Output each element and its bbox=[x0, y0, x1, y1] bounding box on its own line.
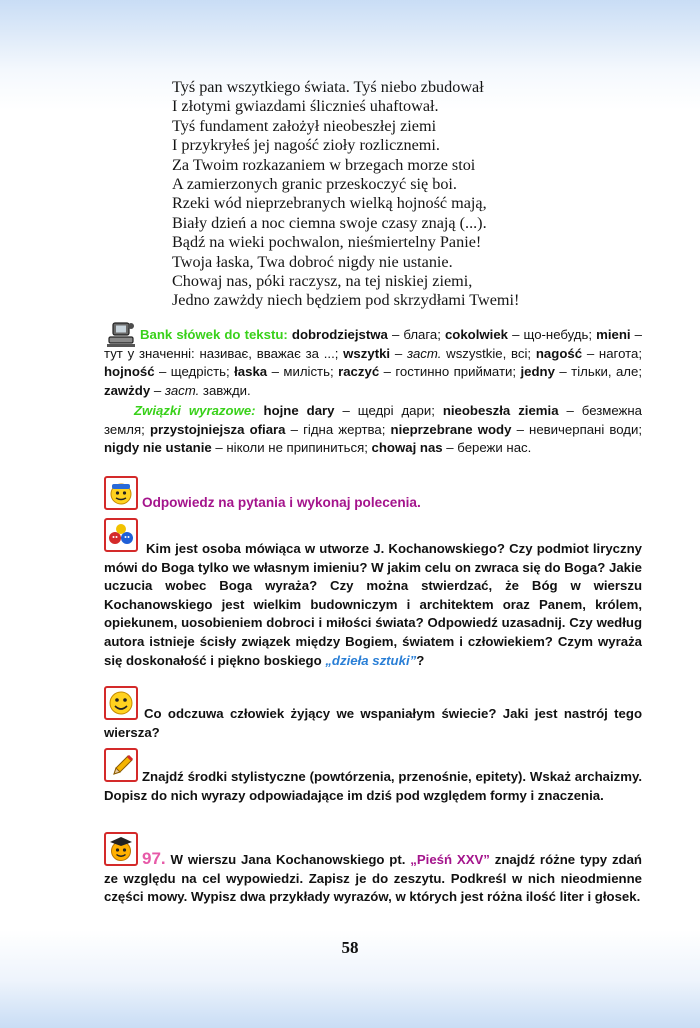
vocab-word: cokolwiek bbox=[444, 327, 508, 342]
question-1 bbox=[104, 540, 642, 670]
vocab-translation: wszystkie, всі; bbox=[441, 345, 536, 361]
abbrev-archaic: заст. bbox=[406, 345, 442, 361]
phrase-translation: – невичерпані води; bbox=[511, 421, 643, 437]
poem-line: I przykryłeś jej nagość zioły rozlicznemi. bbox=[172, 136, 440, 155]
vocabulary-bank bbox=[104, 326, 642, 400]
question-2-text: Co odczuwa człowiek żyjący we wspaniałym świecie? Jaki jest nastrój tego wiersza? bbox=[104, 706, 642, 740]
vocab-translation: – тільки, але; bbox=[554, 364, 642, 380]
thinking-face-icon bbox=[104, 476, 138, 510]
poem-line: Jedno zawżdy niech będziem pod skrzydłami Twemi! bbox=[172, 291, 520, 310]
poem bbox=[172, 78, 602, 311]
poem-line: Chowaj nas, póki raczysz, na tej niskiej ziemi, bbox=[172, 272, 473, 291]
vocab-translation: – bbox=[390, 345, 407, 361]
phrases-heading: Związki wyrazowe: bbox=[134, 403, 256, 418]
vocab-translation: – милість; bbox=[267, 364, 339, 380]
exercise-number: 97. bbox=[142, 849, 166, 868]
exercise-text: znajdź różne typy zdań ze względu na cel wypowiedzi. Zapisz je do zeszytu. Podkreśl w nich nieodmienne części mowy. Wypisz dwa przykłady wyrazów, w których jest różna ilość liter i głosek. bbox=[104, 852, 642, 905]
poem-line: I złotymi gwiazdami ślicznieś uhaftował. bbox=[172, 97, 439, 116]
phrase-translation: – щедрі дари; bbox=[334, 403, 443, 418]
question-1-quote: „dzieła sztuki” bbox=[325, 652, 417, 668]
poem-line: Tyś pan wszytkiego świata. Tyś niebo zbudował bbox=[172, 78, 484, 96]
vocab-translation: – тут у значенні: називає, вважає за ...; bbox=[104, 327, 642, 361]
vocab-word: mieni bbox=[596, 327, 631, 342]
vocab-translation: – щедрість; bbox=[154, 364, 235, 380]
question-3 bbox=[104, 768, 642, 805]
poem-line: Tyś fundament założył nieobeszłej ziemi bbox=[172, 116, 437, 135]
poem-line: Za Twoim rozkazaniem w brzegach morze stoi bbox=[172, 155, 476, 174]
word-phrases bbox=[104, 402, 642, 458]
phrase: nieobeszła ziemia bbox=[442, 403, 559, 418]
vocab-translation: – bbox=[150, 382, 165, 398]
task-heading-text: Odpowiedz na pytania i wykonaj polecenia. bbox=[142, 495, 421, 510]
question-2 bbox=[104, 705, 642, 742]
vocab-word: łaska bbox=[234, 364, 268, 380]
phrase-translation: – гідна жертва; bbox=[285, 421, 391, 437]
vocab-word: jedny bbox=[520, 364, 555, 380]
phrase-translation: – ніколи не припиниться; bbox=[211, 440, 372, 456]
vocab-word: raczyć bbox=[338, 364, 380, 380]
question-1-end: ? bbox=[416, 652, 425, 668]
question-1-text: Kim jest osoba mówiąca w utworze J. Kochanowskiego? Czy podmiot liryczny mówi do Boga tylko we własnym imieniu? W jakim celu on zwraca się do Boga? Jakie uczucia wobec Boga wyraża? Czy można stwierdzać, że Bóg w wierszu Kochanowskiego jest wielkim budowniczym i architektem oraz Panem, królem, opiekunem, uosobieniem dobroci i miłości świata? Odpowiedź uzasadnij. Czy według autora istnieje ścisły związek między Bogiem, światem i człowiekiem? Czym wyraża się doskonałość i piękno boskiego bbox=[104, 541, 642, 668]
phrase-translation: – безмежна земля; bbox=[104, 403, 642, 437]
vocab-translation: – що-небудь; bbox=[508, 327, 597, 342]
phrase: nieprzebrane wody bbox=[390, 421, 512, 437]
question-3-text: Znajdź środki stylistyczne (powtórzenia, przenośnie, epitety). Wskaż archaizmy. Dopisz do nich wyrazy odpowiadające im dziś pod względem formy i znaczenia. bbox=[104, 769, 642, 803]
phrase: przystojniejsza ofiara bbox=[149, 421, 286, 437]
poem-title: „Pieśń XXV” bbox=[410, 852, 490, 867]
poem-line: Bądź na wieki pochwalon, nieśmiertelny Panie! bbox=[172, 233, 482, 252]
poem-line: Twoja łaska, Twa dobroć nigdy nie ustanie. bbox=[172, 252, 453, 271]
page-number: 58 bbox=[341, 938, 359, 957]
phrase: nigdy nie ustanie bbox=[104, 440, 212, 456]
poem-line: A zamierzonych granic przeskoczyć się boi. bbox=[172, 175, 457, 194]
vocab-word: zawżdy bbox=[104, 382, 151, 398]
exercise-text: W wierszu Jana Kochanowskiego pt. bbox=[165, 852, 411, 867]
vocab-heading: Bank słówek do tekstu: bbox=[140, 327, 288, 342]
vocab-word: nagość bbox=[535, 345, 583, 361]
vocab-translation: завжди. bbox=[199, 382, 251, 398]
phrase: hojne dary bbox=[263, 403, 335, 418]
task-heading bbox=[142, 494, 642, 513]
vocab-word: wszytki bbox=[343, 345, 391, 361]
phrase-translation: – бережи нас. bbox=[442, 440, 532, 456]
vocab-translation: – гостинно приймати; bbox=[379, 364, 521, 380]
vocab-translation: – нагота; bbox=[582, 345, 643, 361]
abbrev-archaic: заст. bbox=[164, 382, 200, 398]
vocab-word: dobrodziejstwa bbox=[291, 327, 388, 342]
vocab-translation: – блага; bbox=[387, 327, 445, 342]
exercise-97 bbox=[104, 850, 642, 907]
phrase: chowaj nas bbox=[371, 440, 443, 456]
vocab-word: hojność bbox=[104, 364, 155, 380]
poem-line: Biały dzień a noc ciemna swoje czasy znają (...). bbox=[172, 213, 487, 232]
poem-line: Rzeki wód nieprzebranych wielką hojność mają, bbox=[172, 194, 487, 213]
